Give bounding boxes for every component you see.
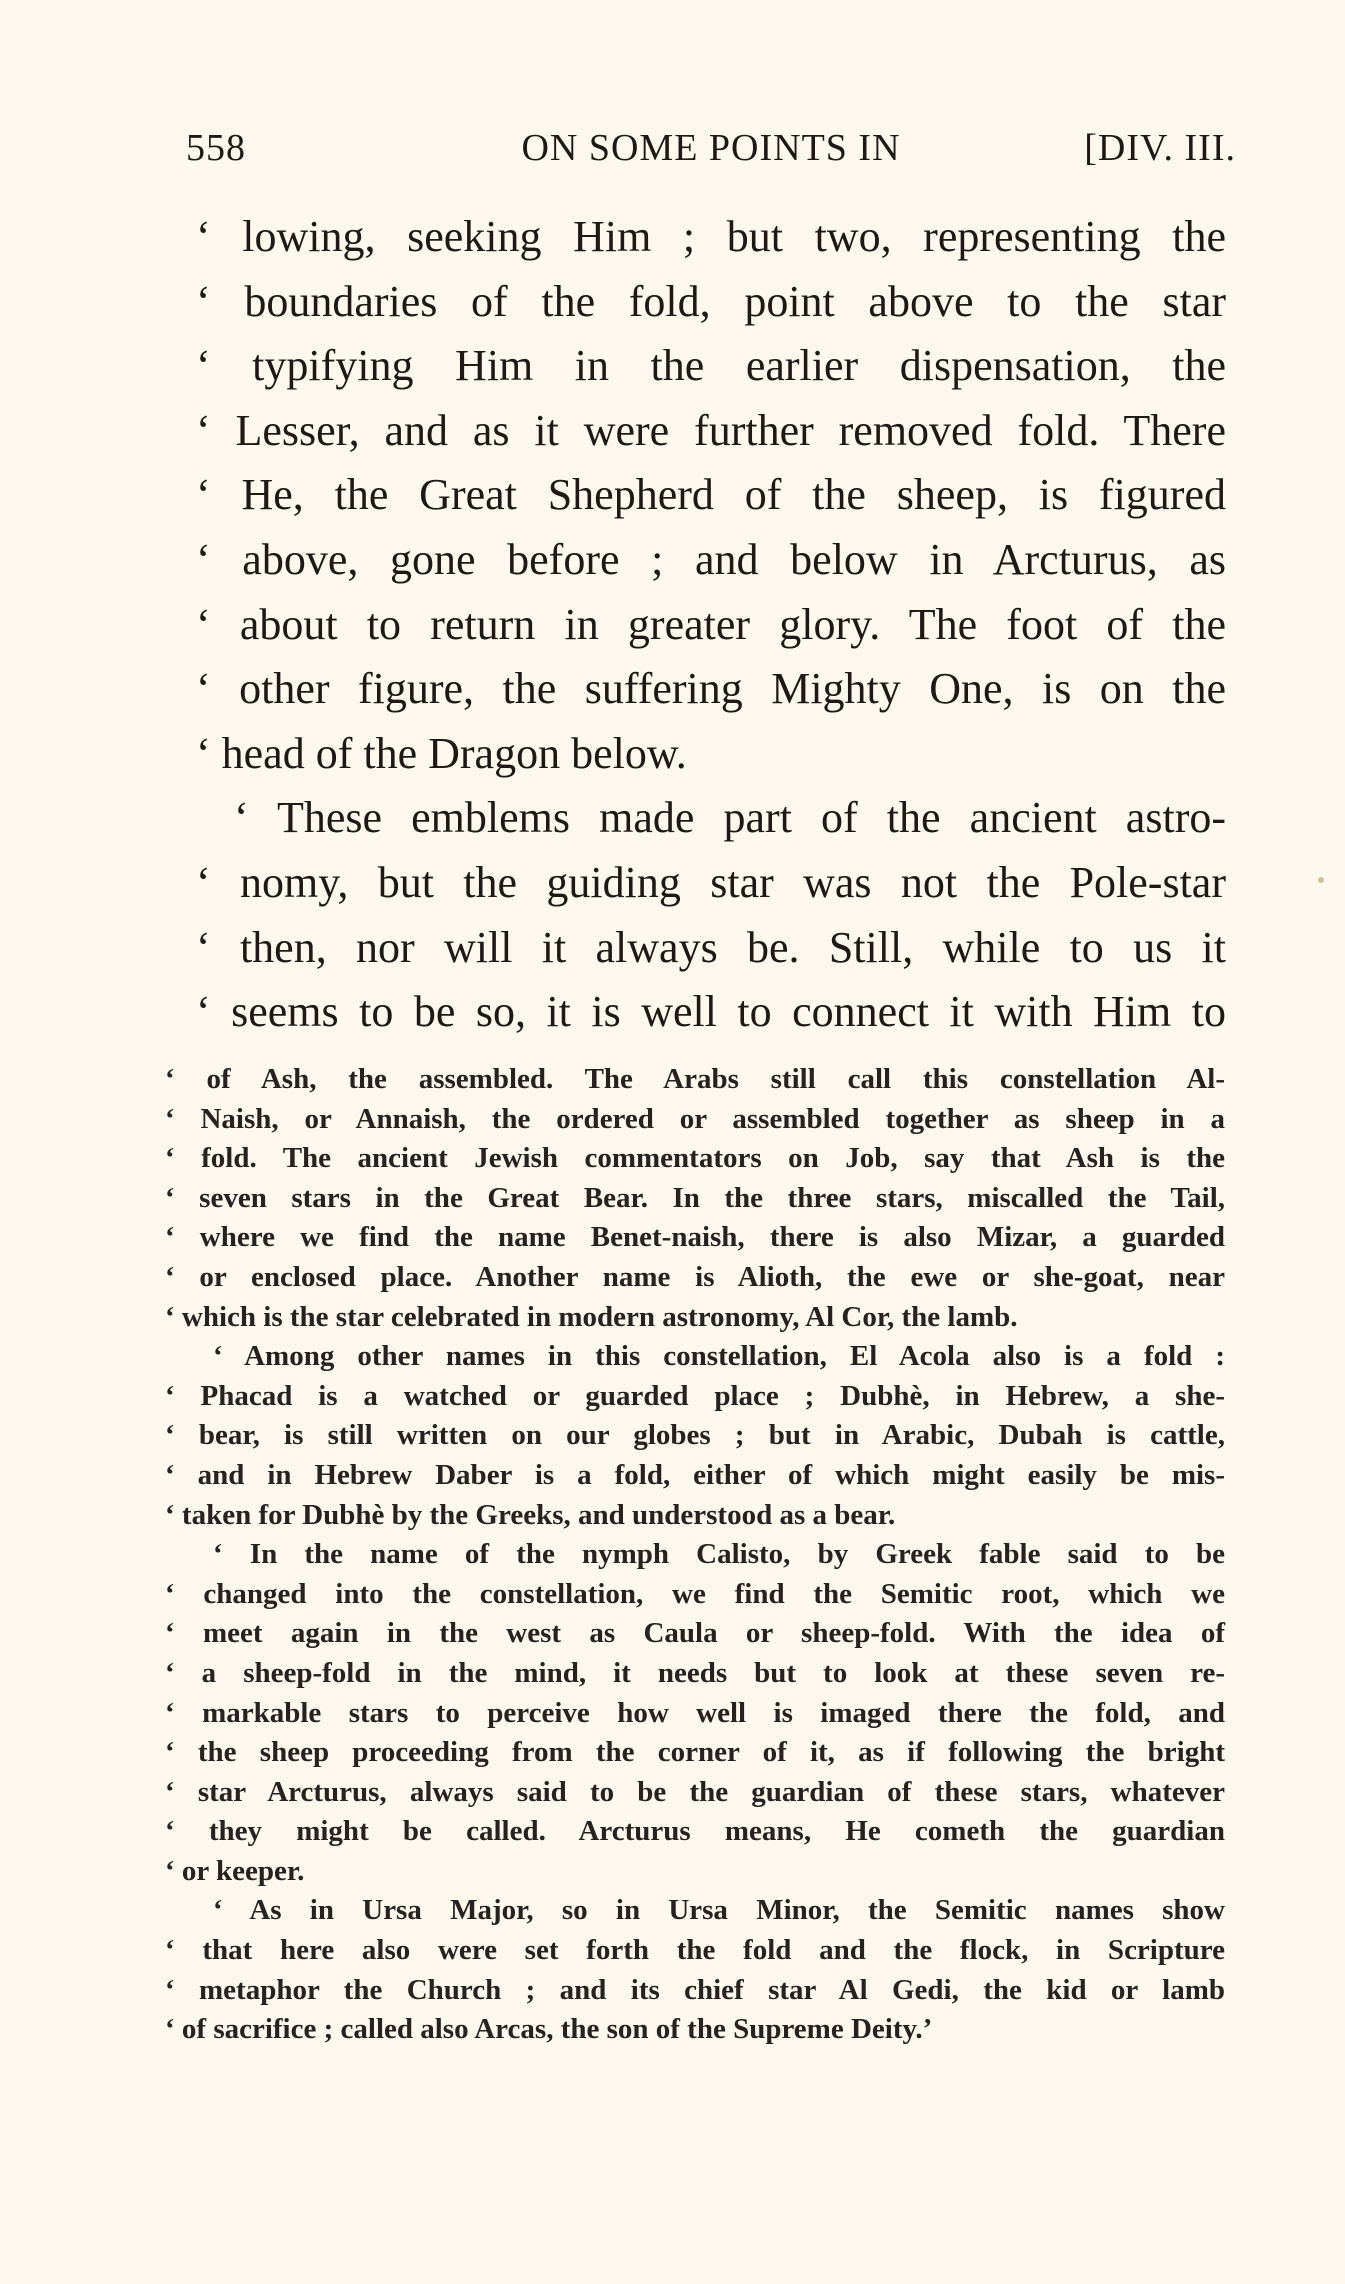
footnote-line: ‘ As in Ursa Major, so in Ursa Minor, the Semitic names show — [213, 1894, 1225, 1927]
footnote-line: ‘ markable stars to perceive how well is imaged there the fold, and — [165, 1696, 1225, 1729]
body-text-line: ‘ head of the Dragon below. — [196, 728, 687, 778]
body-text-line: ‘ He, the Great Shepherd of the sheep, is figured — [196, 470, 1226, 520]
body-text-line: ‘ above, gone before ; and below in Arcturus, as — [196, 534, 1226, 584]
footnote-line: ‘ or enclosed place. Another name is Alioth, the ewe or she-goat, near — [165, 1260, 1225, 1293]
page-number: 558 — [186, 127, 246, 169]
running-header — [186, 120, 1236, 176]
footnote-line: ‘ seven stars in the Great Bear. In the three stars, miscalled the Tail, — [165, 1181, 1225, 1214]
running-title: ON SOME POINTS IN — [521, 127, 901, 169]
body-text-line: ‘ other figure, the suffering Mighty One, is on the — [196, 664, 1226, 714]
body-text-line: ‘ These emblems made part of the ancient astro- — [234, 793, 1226, 843]
body-text-line: ‘ boundaries of the fold, point above to the star — [196, 276, 1226, 326]
body-text-line: ‘ lowing, seeking Him ; but two, representing the — [196, 212, 1226, 261]
footnote-line: ‘ and in Hebrew Daber is a fold, either of which might easily be mis- — [165, 1458, 1225, 1491]
footnote-line: ‘ of sacrifice ; called also Arcas, the son of the Supreme Deity.’ — [165, 2013, 933, 2046]
footnote-line: ‘ a sheep-fold in the mind, it needs but to look at these seven re- — [165, 1656, 1225, 1689]
footnote-line: ‘ Naish, or Annaish, the ordered or assembled together as sheep in a — [165, 1102, 1225, 1135]
footnote-line: ‘ Phacad is a watched or guarded place ; Dubhè, in Hebrew, a she- — [165, 1379, 1225, 1412]
footnote-line: ‘ In the name of the nymph Calisto, by Greek fable said to be — [213, 1538, 1225, 1571]
body-text-line: ‘ seems to be so, it is well to connect it with Him to — [196, 987, 1226, 1037]
body-text-line: ‘ Lesser, and as it were further removed fold. There — [196, 405, 1226, 455]
body-text-line: ‘ nomy, but the guiding star was not the Pole-star — [196, 857, 1226, 907]
footnote-line: ‘ where we find the name Benet-naish, there is also Mizar, a guarded — [165, 1221, 1225, 1254]
footnote-line: ‘ fold. The ancient Jewish commentators on Job, say that Ash is the — [165, 1142, 1225, 1175]
footnote-line: ‘ changed into the constellation, we find the Semitic root, which we — [165, 1577, 1225, 1610]
footnote-line: ‘ or keeper. — [165, 1854, 305, 1887]
footnote-line: ‘ Among other names in this constellation, El Acola also is a fold : — [213, 1340, 1225, 1373]
footnote-line: ‘ they might be called. Arcturus means, He cometh the guardian — [165, 1815, 1225, 1848]
body-text-line: ‘ about to return in greater glory. The foot of the — [196, 599, 1226, 649]
footnote-line: ‘ the sheep proceeding from the corner of it, as if following the bright — [165, 1736, 1225, 1769]
margin-speck — [1318, 877, 1324, 883]
footnote-line: ‘ meet again in the west as Caula or sheep-fold. With the idea of — [165, 1617, 1225, 1650]
body-text-line: ‘ typifying Him in the earlier dispensation, the — [196, 341, 1226, 391]
section-label: [DIV. III. — [1084, 127, 1236, 169]
footnote-line: ‘ of Ash, the assembled. The Arabs still call this constellation Al- — [165, 1063, 1225, 1095]
footnote-line: ‘ that here also were set forth the fold and the flock, in Scripture — [165, 1934, 1225, 1967]
body-text — [196, 205, 1226, 1045]
footnote-line: ‘ star Arcturus, always said to be the guardian of these stars, whatever — [165, 1775, 1225, 1808]
footnote-line: ‘ bear, is still written on our globes ; but in Arabic, Dubah is cattle, — [165, 1419, 1225, 1452]
footnote-line: ‘ taken for Dubhè by the Greeks, and understood as a bear. — [165, 1498, 896, 1531]
footnote-line: ‘ which is the star celebrated in modern astronomy, Al Cor, the lamb. — [165, 1300, 1018, 1333]
body-text-line: ‘ then, nor will it always be. Still, while to us it — [196, 922, 1226, 972]
footnote-block — [165, 1060, 1225, 2050]
footnote-line: ‘ metaphor the Church ; and its chief star Al Gedi, the kid or lamb — [165, 1973, 1225, 2006]
